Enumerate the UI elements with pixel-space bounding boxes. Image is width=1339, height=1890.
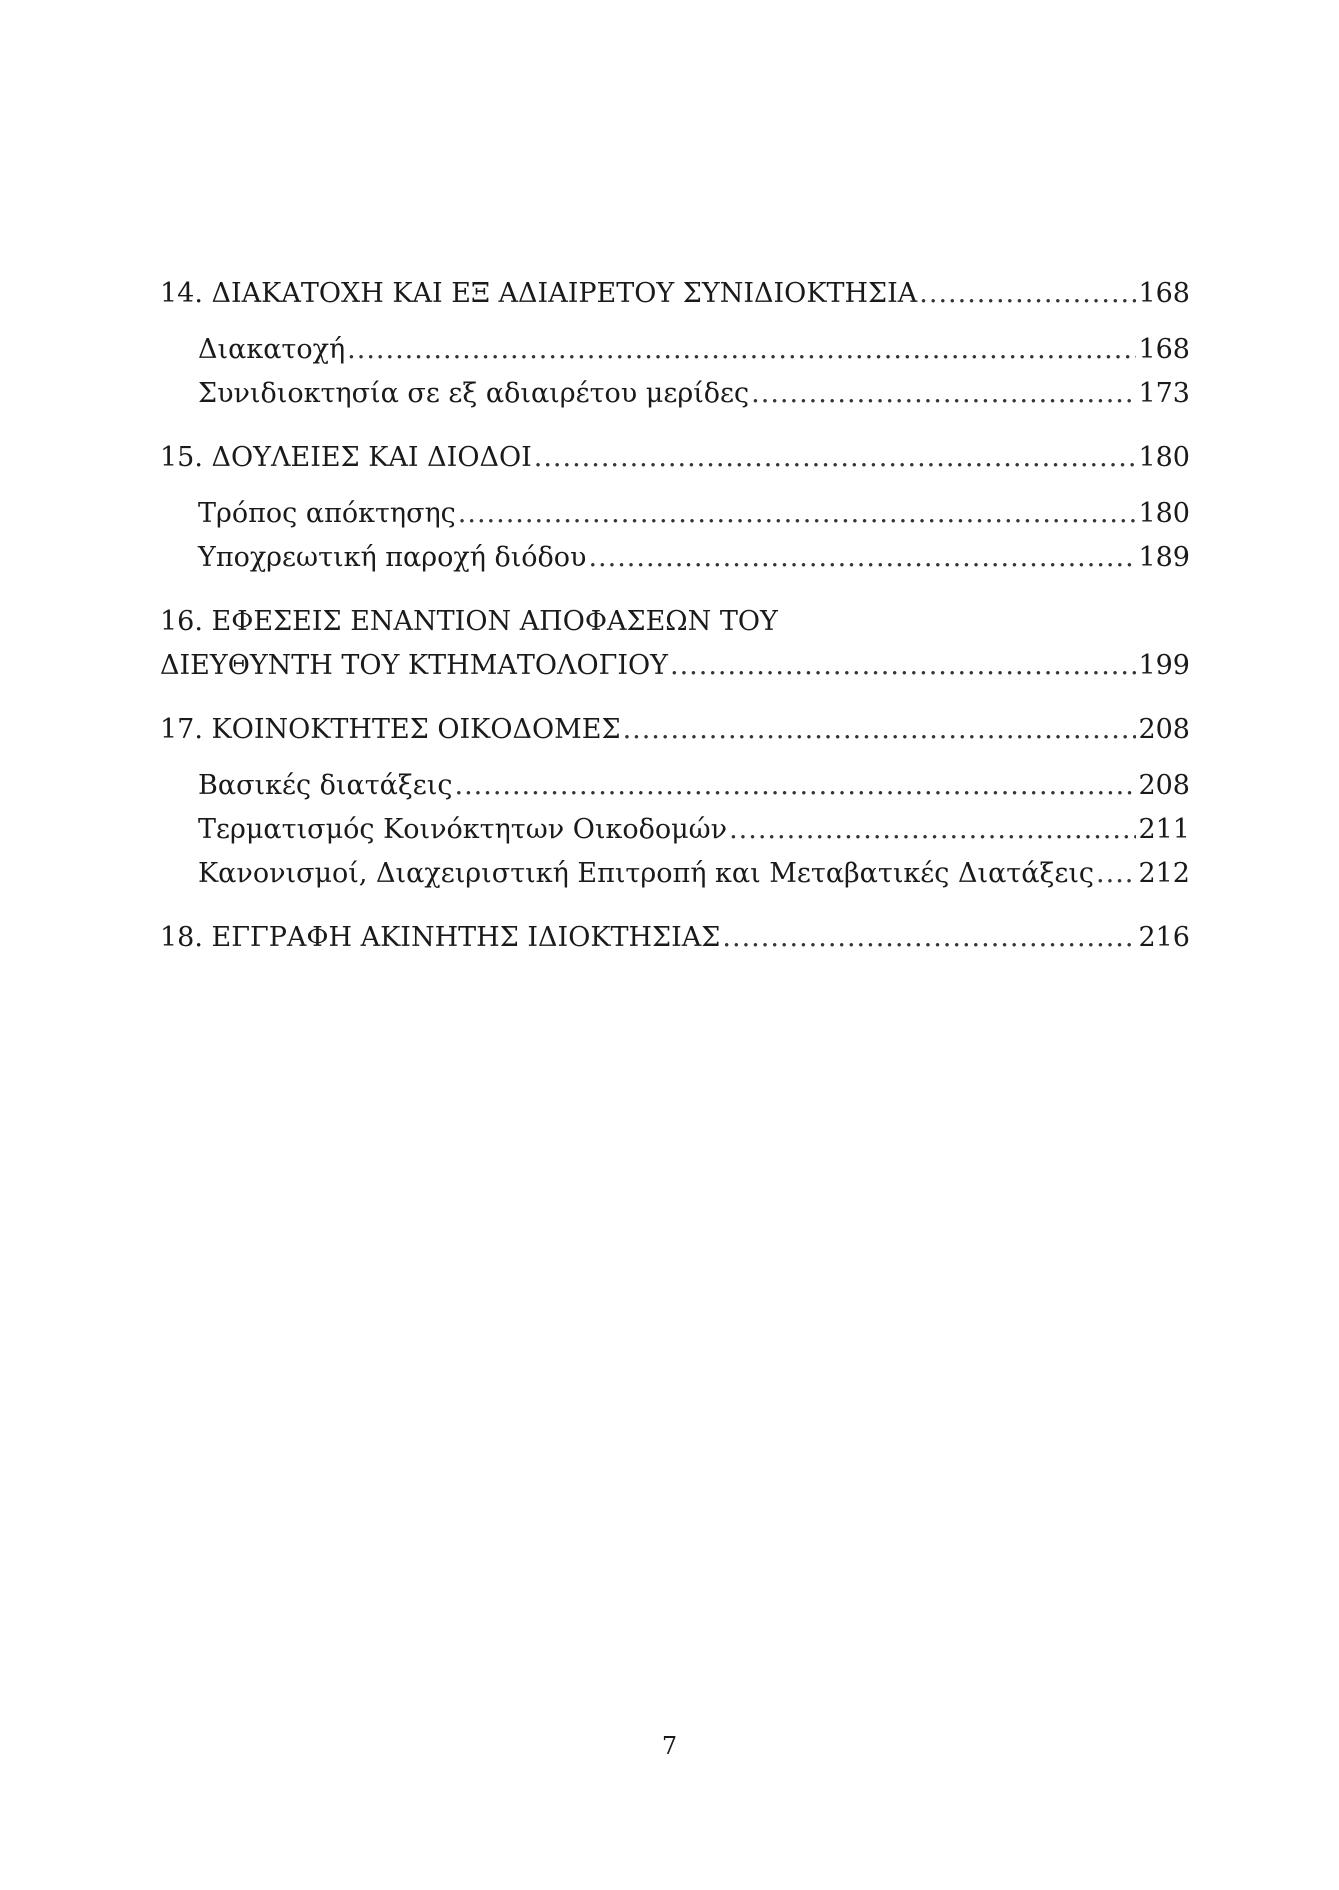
toc-section-17 [160, 708, 1190, 896]
toc-entry-title: 17. ΚΟΙΝΟΚΤΗΤΕΣ ΟΙΚΟΔΟΜΕΣ [160, 714, 621, 745]
dot-leader [588, 536, 1136, 580]
toc-subentry[interactable] [160, 852, 1190, 896]
page-number: 7 [661, 1732, 678, 1760]
toc-section-16 [160, 600, 1190, 688]
toc-subentry[interactable] [160, 764, 1190, 808]
toc-entry-title: 16. ΕΦΕΣΕΙΣ ΕΝΑΝΤΙΟΝ ΑΠΟΦΑΣΕΩΝ ΤΟΥ [160, 606, 778, 637]
toc-subentry-page: 208 [1138, 770, 1190, 801]
toc-subentry[interactable] [160, 536, 1190, 580]
toc-subentry-page: 212 [1138, 858, 1190, 889]
toc-entry-title: 14. ΔΙΑΚΑΤΟΧΗ ΚΑΙ ΕΞ ΑΔΙΑΙΡΕΤΟΥ ΣΥΝΙΔΙΟΚΤΗΣΙΑ [160, 278, 918, 309]
toc-subentry-title: Υποχρεωτική παροχή διόδου [198, 542, 587, 573]
toc-subentry[interactable] [160, 492, 1190, 536]
toc-subentry[interactable] [160, 328, 1190, 372]
toc-entry-line2[interactable] [160, 644, 1190, 688]
dot-leader [670, 644, 1136, 688]
toc-entry[interactable] [160, 436, 1190, 480]
toc-subentry-title: Συνιδιοκτησία σε εξ αδιαιρέτου μερίδες [198, 378, 750, 409]
toc-section-15 [160, 436, 1190, 580]
dot-leader [534, 436, 1137, 480]
dot-leader [458, 492, 1137, 536]
toc-subentry-title: Βασικές διατάξεις [198, 770, 453, 801]
toc-entry[interactable] [160, 708, 1190, 752]
dot-leader [347, 328, 1136, 372]
toc-subentry-page: 180 [1138, 498, 1190, 529]
dot-leader [722, 916, 1136, 960]
toc-subentry[interactable] [160, 372, 1190, 416]
toc-subentry-page: 189 [1138, 542, 1190, 573]
dot-leader [729, 808, 1136, 852]
dot-leader [623, 708, 1137, 752]
toc-section-14 [160, 272, 1190, 416]
toc-entry-page: 168 [1138, 278, 1190, 309]
toc-entry[interactable] [160, 272, 1190, 316]
dot-leader [454, 764, 1136, 808]
dot-leader [751, 372, 1136, 416]
toc-section-18 [160, 916, 1190, 960]
toc-entry-page: 180 [1138, 442, 1190, 473]
toc-subentry[interactable] [160, 808, 1190, 852]
toc-entry-page: 208 [1138, 714, 1190, 745]
toc-subentry-title: Τερματισμός Κοινόκτητων Οικοδομών [198, 814, 728, 845]
toc-entry-title-continued: ΔΙΕΥΘΥΝΤΗ ΤΟΥ ΚΤΗΜΑΤΟΛΟΓΙΟΥ [160, 650, 668, 681]
toc-entry-title: 15. ΔΟΥΛΕΙΕΣ ΚΑΙ ΔΙΟΔΟΙ [160, 442, 532, 473]
toc-entry-title: 18. ΕΓΓΡΑΦΗ ΑΚΙΝΗΤΗΣ ΙΔΙΟΚΤΗΣΙΑΣ [160, 922, 721, 953]
toc-subentry-page: 168 [1138, 334, 1190, 365]
toc-subentry-title: Κανονισμοί, Διαχειριστική Επιτροπή και Μεταβατικές Διατάξεις [198, 858, 1095, 889]
toc-subentry-page: 173 [1138, 378, 1190, 409]
toc-entry[interactable] [160, 916, 1190, 960]
toc-entry-page: 216 [1138, 922, 1190, 953]
dot-leader [919, 272, 1136, 316]
dot-leader [1096, 852, 1136, 896]
table-of-contents [160, 272, 1190, 980]
toc-subentry-page: 211 [1138, 814, 1190, 845]
toc-subentry-title: Διακατοχή [198, 334, 346, 365]
toc-subentry-title: Τρόπος απόκτησης [198, 498, 456, 529]
toc-entry-line1[interactable] [160, 600, 1190, 644]
toc-entry-page: 199 [1138, 650, 1190, 681]
